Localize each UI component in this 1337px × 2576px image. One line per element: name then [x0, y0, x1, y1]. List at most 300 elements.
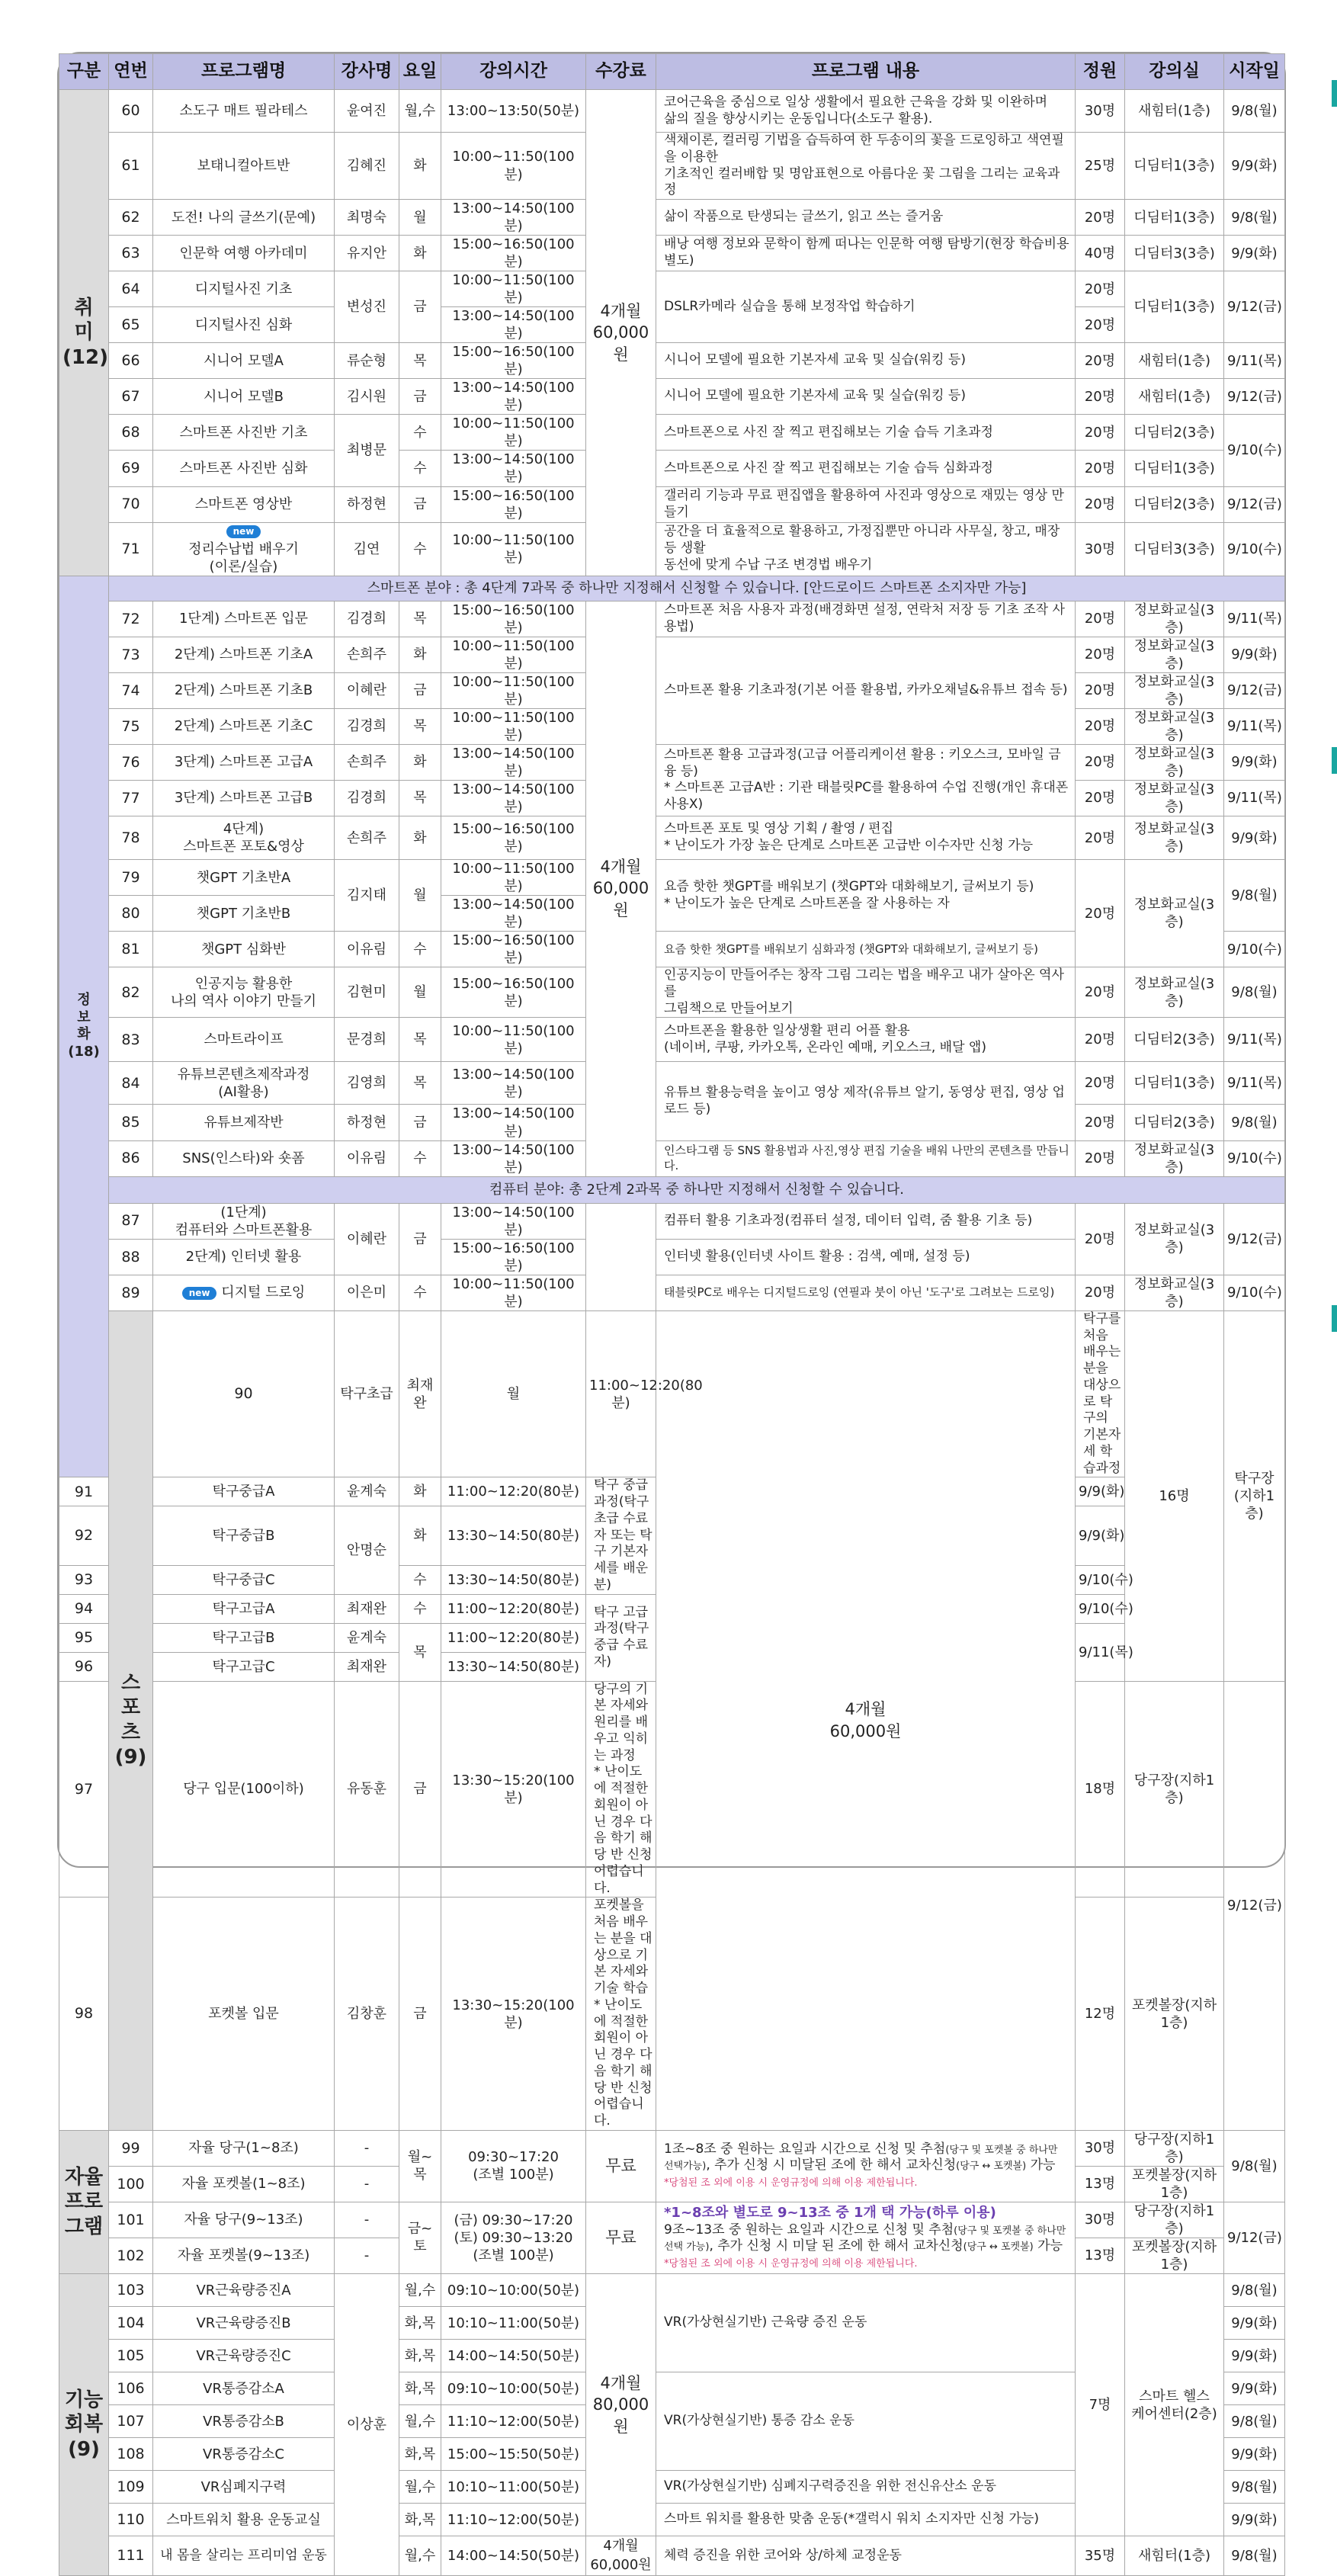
day: 월 — [399, 860, 441, 932]
room: 디딤터1(3층) — [1125, 133, 1224, 200]
table-row — [59, 379, 1285, 415]
instructor: 변성진 — [335, 271, 399, 343]
program-name: 4단계) 스마트폰 포토&영상 — [153, 816, 335, 860]
day: 수 — [399, 415, 441, 451]
room: 정보화교실(3층) — [1125, 672, 1224, 708]
start-date: 9/9(화) — [1224, 744, 1285, 780]
program-name: 당구 입문(100이하) — [153, 1681, 335, 1898]
row-no: 60 — [109, 90, 153, 133]
instructor: 안명순 — [335, 1506, 399, 1594]
row-no: 65 — [109, 307, 153, 343]
program-name: 스마트폰 사진반 기초 — [153, 415, 335, 451]
capacity: 20명 — [1076, 744, 1125, 780]
time: 13:30~15:20(100분) — [441, 1898, 586, 2131]
capacity: 20명 — [1076, 379, 1125, 415]
day: 금~토 — [399, 2202, 441, 2273]
time: 15:00~16:50(100분) — [441, 932, 586, 967]
time: 10:00~11:50(100분) — [441, 133, 586, 200]
start-date: 9/8(월) — [1224, 200, 1285, 236]
capacity: 20명 — [1076, 200, 1125, 236]
program-schedule-table-frame — [57, 52, 1286, 2573]
instructor: 김시원 — [335, 379, 399, 415]
capacity: 20명 — [1076, 271, 1125, 307]
content: 시니어 모델에 필요한 기본자세 교육 및 실습(워킹 등) — [656, 343, 1076, 379]
time: 15:00~16:50(100분) — [441, 601, 586, 637]
time: 11:00~12:20(80분) — [441, 1477, 586, 1506]
capacity: 20명 — [1076, 637, 1125, 672]
room: 포켓볼장(지하1층) — [1125, 2238, 1224, 2273]
content: 시니어 모델에 필요한 기본자세 교육 및 실습(워킹 등) — [656, 379, 1076, 415]
program-name: 자율 포켓볼(9~13조) — [153, 2238, 335, 2273]
row-no: 83 — [109, 1018, 153, 1062]
time: 11:00~12:20(80분) — [586, 1310, 656, 1477]
content: 스마트폰으로 사진 잘 찍고 편집해보는 기술 습득 심화과정 — [656, 451, 1076, 486]
header-category: 구분 — [59, 54, 109, 90]
room: 새힘터(1층) — [1125, 343, 1224, 379]
row-no: 81 — [109, 932, 153, 967]
time: 13:30~14:50(80분) — [441, 1506, 586, 1565]
room: 정보화교실(3층) — [1125, 708, 1224, 744]
day: 수 — [399, 1565, 441, 1594]
room: 디딤터2(3층) — [1125, 415, 1224, 451]
room: 당구장(지하1층) — [1125, 2130, 1224, 2166]
start-date: 9/9(화) — [1224, 2372, 1285, 2405]
day: 금 — [399, 1898, 441, 2131]
day: 화 — [399, 236, 441, 271]
program-name: 스마트워치 활용 운동교실 — [153, 2504, 335, 2536]
program-name: 소도구 매트 필라테스 — [153, 90, 335, 133]
table-row — [59, 1203, 1285, 1239]
day: 금 — [399, 486, 441, 522]
capacity: 20명 — [1076, 307, 1125, 343]
row-no: 62 — [109, 200, 153, 236]
program-name: 인공지능 활용한 나의 역사 이야기 만들기 — [153, 967, 335, 1018]
room: 스마트 헬스 케어센터(2층) — [1125, 2274, 1224, 2536]
row-no: 69 — [109, 451, 153, 486]
room: 당구장(지하1층) — [1125, 2202, 1224, 2238]
start-date: 9/8(월) — [1224, 90, 1285, 133]
row-no: 99 — [109, 2130, 153, 2166]
program-name: (1단계) 컴퓨터와 스마트폰활용 — [153, 1203, 335, 1239]
capacity: 20명 — [1076, 451, 1125, 486]
program-name: VR통증감소A — [153, 2372, 335, 2405]
table-row — [59, 1275, 1285, 1310]
instructor: - — [335, 2202, 399, 2238]
instructor: 윤계숙 — [335, 1623, 399, 1652]
fee-info: 4개월 60,000원 — [586, 601, 656, 1176]
header-no: 연번 — [109, 54, 153, 90]
category-rehab: 기능 회복 (9) — [59, 2274, 109, 2576]
start-date: 9/10(수) — [1224, 1140, 1285, 1176]
instructor: 유지안 — [335, 236, 399, 271]
content: 당구의 기본 자세와 원리를 배우고 익히는 과정 * 난이도에 적절한 회원이 아닌 경우 다음 학기 해당 반 신청 어렵습니다. — [586, 1681, 656, 1898]
room: 포켓볼장(지하1층) — [1125, 2166, 1224, 2202]
day: 금 — [399, 672, 441, 708]
table-header-row — [59, 54, 1285, 90]
time: 13:30~14:50(80분) — [441, 1565, 586, 1594]
row-no: 79 — [109, 860, 153, 896]
day: 금 — [399, 1105, 441, 1140]
row-no: 66 — [109, 343, 153, 379]
table-row — [59, 133, 1285, 200]
table-row — [59, 1062, 1285, 1105]
start-date: 9/9(화) — [1224, 2307, 1285, 2340]
time: 15:00~16:50(100분) — [441, 967, 586, 1018]
instructor: 이유림 — [335, 932, 399, 967]
row-no: 107 — [109, 2405, 153, 2438]
table-row — [59, 451, 1285, 486]
day: 화 — [399, 1506, 441, 1565]
program-name: 시니어 모델B — [153, 379, 335, 415]
program-name: 유튜브콘텐츠제작과정 (AI활용) — [153, 1062, 335, 1105]
row-no: 72 — [109, 601, 153, 637]
start-date: 9/12(금) — [1224, 486, 1285, 522]
time: 13:00~14:50(100분) — [441, 1062, 586, 1105]
time: 13:00~14:50(100분) — [441, 379, 586, 415]
category-info: 정 보 화 (18) — [59, 576, 109, 1477]
fee-free: 무료 — [586, 2202, 656, 2273]
row-no: 80 — [109, 896, 153, 932]
row-no: 105 — [109, 2340, 153, 2372]
day: 화,목 — [399, 2372, 441, 2405]
header-time: 강의시간 — [441, 54, 586, 90]
time: 10:10~11:00(50분) — [441, 2307, 586, 2340]
time: 13:00~14:50(100분) — [441, 896, 586, 932]
start-date: 9/11(목) — [1076, 1623, 1125, 1681]
room: 새힘터(1층) — [1125, 90, 1224, 133]
instructor: 최재완 — [399, 1310, 441, 1477]
table-row — [59, 2536, 1285, 2576]
instructor: 이혜란 — [335, 672, 399, 708]
program-name: new 디지털 드로잉 — [153, 1275, 335, 1310]
program-name: 탁구중급C — [153, 1565, 335, 1594]
capacity: 20명 — [1076, 672, 1125, 708]
content: 인공지능이 만들어주는 창작 그림 그리는 법을 배우고 내가 살아온 역사를 그림책으로 만들어보기 — [656, 967, 1076, 1018]
table-row — [59, 860, 1285, 896]
day: 수 — [399, 932, 441, 967]
time: 13:00~14:50(100분) — [441, 451, 586, 486]
day: 수 — [399, 451, 441, 486]
content: VR(가상현실기반) 통증 감소 운동 — [656, 2372, 1076, 2471]
row-no: 87 — [109, 1203, 153, 1239]
start-date: 9/9(화) — [1224, 133, 1285, 200]
instructor: - — [335, 2238, 399, 2273]
time: 11:10~12:00(50분) — [441, 2504, 586, 2536]
row-no: 111 — [109, 2536, 153, 2576]
day: 목 — [399, 1018, 441, 1062]
row-no: 109 — [109, 2471, 153, 2504]
instructor: 손희주 — [335, 637, 399, 672]
instructor: 김영희 — [335, 1062, 399, 1105]
start-date: 9/8(월) — [1224, 860, 1285, 932]
start-date: 9/10(수) — [1224, 415, 1285, 486]
start-date: 9/9(화) — [1224, 816, 1285, 860]
capacity: 20명 — [1076, 780, 1125, 816]
fee-hobby: 4개월 60,000원 — [586, 90, 656, 576]
time: 13:00~14:50(100분) — [441, 200, 586, 236]
capacity: 25명 — [1076, 133, 1125, 200]
capacity: 20명 — [1076, 1140, 1125, 1176]
content: 인스타그램 등 SNS 활용법과 사진,영상 편집 기술을 배워 나만의 콘텐츠를 만듭니다. — [656, 1140, 1076, 1176]
capacity: 20명 — [1076, 1018, 1125, 1062]
row-no: 78 — [109, 816, 153, 860]
time: 10:00~11:50(100분) — [441, 672, 586, 708]
start-date: 9/9(화) — [1224, 637, 1285, 672]
capacity: 13명 — [1076, 2166, 1125, 2202]
table-row — [59, 2130, 1285, 2166]
program-name: 탁구중급B — [153, 1506, 335, 1565]
time: 10:00~11:50(100분) — [441, 1275, 586, 1310]
room: 정보화교실(3층) — [1125, 1275, 1224, 1310]
day: 수 — [399, 522, 441, 576]
capacity: 35명 — [1076, 2536, 1125, 2576]
fee-computer — [586, 1203, 656, 1310]
day: 화 — [399, 637, 441, 672]
program-name: 챗GPT 기초반A — [153, 860, 335, 896]
table-row — [59, 637, 1285, 672]
start-date: 9/11(목) — [1224, 1062, 1285, 1105]
room: 정보화교실(3층) — [1125, 967, 1224, 1018]
room: 디딤터3(3층) — [1125, 522, 1224, 576]
header-capacity: 정원 — [1076, 54, 1125, 90]
time: 15:00~16:50(100분) — [441, 343, 586, 379]
program-name: 디지털사진 기초 — [153, 271, 335, 307]
content: 배낭 여행 정보와 문학이 함께 떠나는 인문학 여행 탐방기(현장 학습비용 별도) — [656, 236, 1076, 271]
content: 스마트폰 처음 사용자 과정(배경화면 설정, 연락처 저장 등 기초 조작 사용법) — [656, 601, 1076, 637]
header-day: 요일 — [399, 54, 441, 90]
time: 10:00~11:50(100분) — [441, 415, 586, 451]
time: (금) 09:30~17:20 (토) 09:30~13:20 (조별 100분) — [441, 2202, 586, 2273]
capacity: 20명 — [1076, 415, 1125, 451]
table-row — [59, 816, 1285, 860]
start-date: 9/8(월) — [1224, 2405, 1285, 2438]
content: 스마트폰 활용 고급과정(고급 어플리케이션 활용 : 키오스크, 모바일 금융 등) * 스마트폰 고급A반 : 기관 태블릿PC를 활용하여 수업 진행(개인 휴대폰 사용X) — [656, 744, 1076, 816]
program-name: VR근육량증진B — [153, 2307, 335, 2340]
instructor: 이유림 — [335, 1140, 399, 1176]
instructor: 최재완 — [335, 1652, 399, 1681]
time: 11:00~12:20(80분) — [441, 1594, 586, 1623]
program-name: 스마트라이프 — [153, 1018, 335, 1062]
row-no: 101 — [109, 2202, 153, 2238]
row-no: 95 — [59, 1623, 109, 1652]
content: 인터넷 활용(인터넷 사이트 활용 : 검색, 예매, 설정 등) — [656, 1239, 1076, 1275]
instructor: 김창훈 — [335, 1898, 399, 2131]
row-no: 94 — [59, 1594, 109, 1623]
row-no: 98 — [59, 1898, 109, 2131]
instructor: - — [335, 2130, 399, 2166]
content: 공간을 더 효율적으로 활용하고, 가정집뿐만 아니라 사무실, 창고, 매장 등 생활 동선에 맞게 수납 구조 변경법 배우기 — [656, 522, 1076, 576]
header-instructor: 강사명 — [335, 54, 399, 90]
row-no: 93 — [59, 1565, 109, 1594]
row-no: 85 — [109, 1105, 153, 1140]
program-name: VR통증감소C — [153, 2438, 335, 2471]
room: 새힘터(1층) — [1125, 2536, 1224, 2576]
table-row — [59, 486, 1285, 522]
program-name: 1단계) 스마트폰 입문 — [153, 601, 335, 637]
capacity: 20명 — [1076, 1275, 1125, 1310]
content: 스마트폰을 활용한 일상생활 편리 어플 활용 (네이버, 쿠팡, 카카오톡, 온라인 예매, 키오스크, 배달 앱) — [656, 1018, 1076, 1062]
row-no: 102 — [109, 2238, 153, 2273]
table-row — [59, 1176, 1285, 1203]
header-start: 시작일 — [1224, 54, 1285, 90]
table-row — [59, 271, 1285, 307]
start-date: 9/8(월) — [1224, 2471, 1285, 2504]
computer-notice: 컴퓨터 분야: 총 2단계 2과목 중 하나만 지정해서 신청할 수 있습니다. — [109, 1176, 1285, 1203]
day: 금 — [399, 271, 441, 343]
day: 수 — [399, 1594, 441, 1623]
room: 디딤터2(3층) — [1125, 1018, 1224, 1062]
capacity: 20명 — [1076, 343, 1125, 379]
program-name: VR근육량증진A — [153, 2274, 335, 2307]
program-name: new 정리수납법 배우기 (이론/실습) — [153, 522, 335, 576]
start-date: 9/8(월) — [1224, 967, 1285, 1018]
capacity: 20명 — [1076, 860, 1125, 967]
header-room: 강의실 — [1125, 54, 1224, 90]
program-name: 챗GPT 기초반B — [153, 896, 335, 932]
capacity: 40명 — [1076, 236, 1125, 271]
fee: 4개월 60,000원 — [586, 2536, 656, 2576]
start-date: 9/9(화) — [1076, 1477, 1125, 1506]
table-row — [59, 744, 1285, 780]
day: 목 — [399, 780, 441, 816]
row-no: 71 — [109, 522, 153, 576]
table-row — [59, 200, 1285, 236]
header-fee: 수강료 — [586, 54, 656, 90]
room: 탁구장(지하1층) — [1224, 1310, 1285, 1681]
room: 포켓볼장(지하1층) — [1125, 1898, 1224, 2131]
room: 디딤터1(3층) — [1125, 451, 1224, 486]
room: 정보화교실(3층) — [1125, 816, 1224, 860]
instructor: 김혜진 — [335, 133, 399, 200]
time: 13:00~14:50(100분) — [441, 1140, 586, 1176]
content: VR(가상현실기반) 심폐지구력증진을 위한 전신유산소 운동 — [656, 2471, 1076, 2504]
content: VR(가상현실기반) 근육량 증진 운동 — [656, 2274, 1076, 2372]
room: 당구장(지하1층) — [1125, 1681, 1224, 1898]
content: 스마트폰 포토 및 영상 기획 / 촬영 / 편집 * 난이도가 가장 높은 단계로 스마트폰 고급반 이수자만 신청 가능 — [656, 816, 1076, 860]
start-date: 9/10(수) — [1224, 1275, 1285, 1310]
instructor: 김현미 — [335, 967, 399, 1018]
day: 목 — [399, 1623, 441, 1681]
fee-free: 무료 — [586, 2130, 656, 2202]
side-tab-marker — [1332, 80, 1337, 107]
content: 삶이 작품으로 탄생되는 글쓰기, 읽고 쓰는 즐거움 — [656, 200, 1076, 236]
time: 13:00~14:50(100분) — [441, 744, 586, 780]
smartphone-notice: 스마트폰 분야 : 총 4단계 7과목 중 하나만 지정해서 신청할 수 있습니다. [안드로이드 스마트폰 소지자만 가능] — [109, 576, 1285, 601]
capacity: 30명 — [1076, 522, 1125, 576]
start-date: 9/11(목) — [1224, 780, 1285, 816]
start-date: 9/8(월) — [1224, 2274, 1285, 2307]
start-date: 9/11(목) — [1224, 1018, 1285, 1062]
program-name: 탁구고급A — [153, 1594, 335, 1623]
time: 13:00~14:50(100분) — [441, 1105, 586, 1140]
instructor: - — [335, 2166, 399, 2202]
day: 목 — [399, 601, 441, 637]
time: 10:00~11:50(100분) — [441, 637, 586, 672]
start-date: 9/10(수) — [1076, 1594, 1125, 1623]
day: 화 — [399, 744, 441, 780]
content: 스마트폰으로 사진 잘 찍고 편집해보는 기술 습득 기초과정 — [656, 415, 1076, 451]
row-no: 92 — [59, 1506, 109, 1565]
day: 월 — [399, 200, 441, 236]
capacity: 30명 — [1076, 90, 1125, 133]
capacity: 13명 — [1076, 2238, 1125, 2273]
day: 화 — [399, 1477, 441, 1506]
content: 갤러리 기능과 무료 편집앱을 활용하여 사진과 영상으로 재밌는 영상 만들기 — [656, 486, 1076, 522]
capacity: 20명 — [1076, 486, 1125, 522]
start-date: 9/11(목) — [1224, 601, 1285, 637]
room: 디딤터2(3층) — [1125, 486, 1224, 522]
start-date: 9/8(월) — [1224, 2130, 1285, 2202]
day: 화,목 — [399, 2340, 441, 2372]
program-name: 유튜브제작반 — [153, 1105, 335, 1140]
start-date: 9/9(화) — [1076, 1506, 1125, 1565]
program-name: VR통증감소B — [153, 2405, 335, 2438]
program-name: 인문학 여행 아카데미 — [153, 236, 335, 271]
time: 13:30~14:50(80분) — [441, 1652, 586, 1681]
start-date: 9/10(수) — [1224, 522, 1285, 576]
row-no: 75 — [109, 708, 153, 744]
time: 13:00~13:50(50분) — [441, 90, 586, 133]
program-name: 자율 당구(9~13조) — [153, 2202, 335, 2238]
program-name: 자율 포켓볼(1~8조) — [153, 2166, 335, 2202]
row-no: 70 — [109, 486, 153, 522]
program-name: 스마트폰 사진반 심화 — [153, 451, 335, 486]
day: 금 — [399, 379, 441, 415]
room: 정보화교실(3층) — [1125, 780, 1224, 816]
row-no: 110 — [109, 2504, 153, 2536]
room: 디딤터1(3층) — [1125, 1062, 1224, 1105]
row-no: 91 — [59, 1477, 109, 1506]
instructor: 손희주 — [335, 744, 399, 780]
time: 09:30~17:20 (조별 100분) — [441, 2130, 586, 2202]
time: 09:10~10:00(50분) — [441, 2372, 586, 2405]
time: 11:00~12:20(80분) — [441, 1623, 586, 1652]
fee-sports: 4개월 60,000원 — [656, 1310, 1076, 2130]
program-name: 내 몸을 살리는 프리미엄 운동 — [153, 2536, 335, 2576]
content: 컴퓨터 활용 기초과정(컴퓨터 설정, 데이터 입력, 줌 활용 기초 등) — [656, 1203, 1076, 1239]
room: 디딤터2(3층) — [1125, 1105, 1224, 1140]
program-name: 2단계) 스마트폰 기초B — [153, 672, 335, 708]
time: 15:00~16:50(100분) — [441, 486, 586, 522]
content: 스마트폰 활용 기초과정(기본 어플 활용법, 카카오채널&유튜브 접속 등) — [656, 637, 1076, 744]
time: 10:00~11:50(100분) — [441, 860, 586, 896]
program-name: 자율 당구(1~8조) — [153, 2130, 335, 2166]
day: 금 — [399, 1203, 441, 1275]
table-row — [59, 90, 1285, 133]
program-name: 보태니컬아트반 — [153, 133, 335, 200]
room: 정보화교실(3층) — [1125, 1203, 1224, 1275]
time: 10:00~11:50(100분) — [441, 708, 586, 744]
content: 1조~8조 중 원하는 요일과 시간으로 신청 및 추첨(당구 및 포켓볼 중 하나만 선택가능), 추가 신청 시 미달된 조에 한 해서 교차신청(당구 ↔ 포켓볼) 가능 *당첨된 조 외에 이용 시 운영규정에 의해 이용 제한됩니다. — [656, 2130, 1076, 2202]
time: 10:00~11:50(100분) — [441, 522, 586, 576]
start-date: 9/10(수) — [1224, 932, 1285, 967]
day: 월,수 — [399, 2405, 441, 2438]
start-date: 9/9(화) — [1224, 236, 1285, 271]
category-sports: 스 포 츠 (9) — [109, 1310, 153, 2130]
row-no: 97 — [59, 1681, 109, 1898]
day: 화,목 — [399, 2504, 441, 2536]
start-date: 9/8(월) — [1224, 1105, 1285, 1140]
instructor: 김지태 — [335, 860, 399, 932]
start-date: 9/8(월) — [1224, 2536, 1285, 2576]
table-row — [59, 1310, 1285, 1477]
new-badge: new — [182, 1287, 217, 1300]
start-date: 9/12(금) — [1224, 271, 1285, 343]
content: 체력 증진을 위한 코어와 상/하체 교정운동 — [656, 2536, 1076, 2576]
capacity: 20명 — [1076, 708, 1125, 744]
program-name: VR근육량증진C — [153, 2340, 335, 2372]
table-row — [59, 522, 1285, 576]
